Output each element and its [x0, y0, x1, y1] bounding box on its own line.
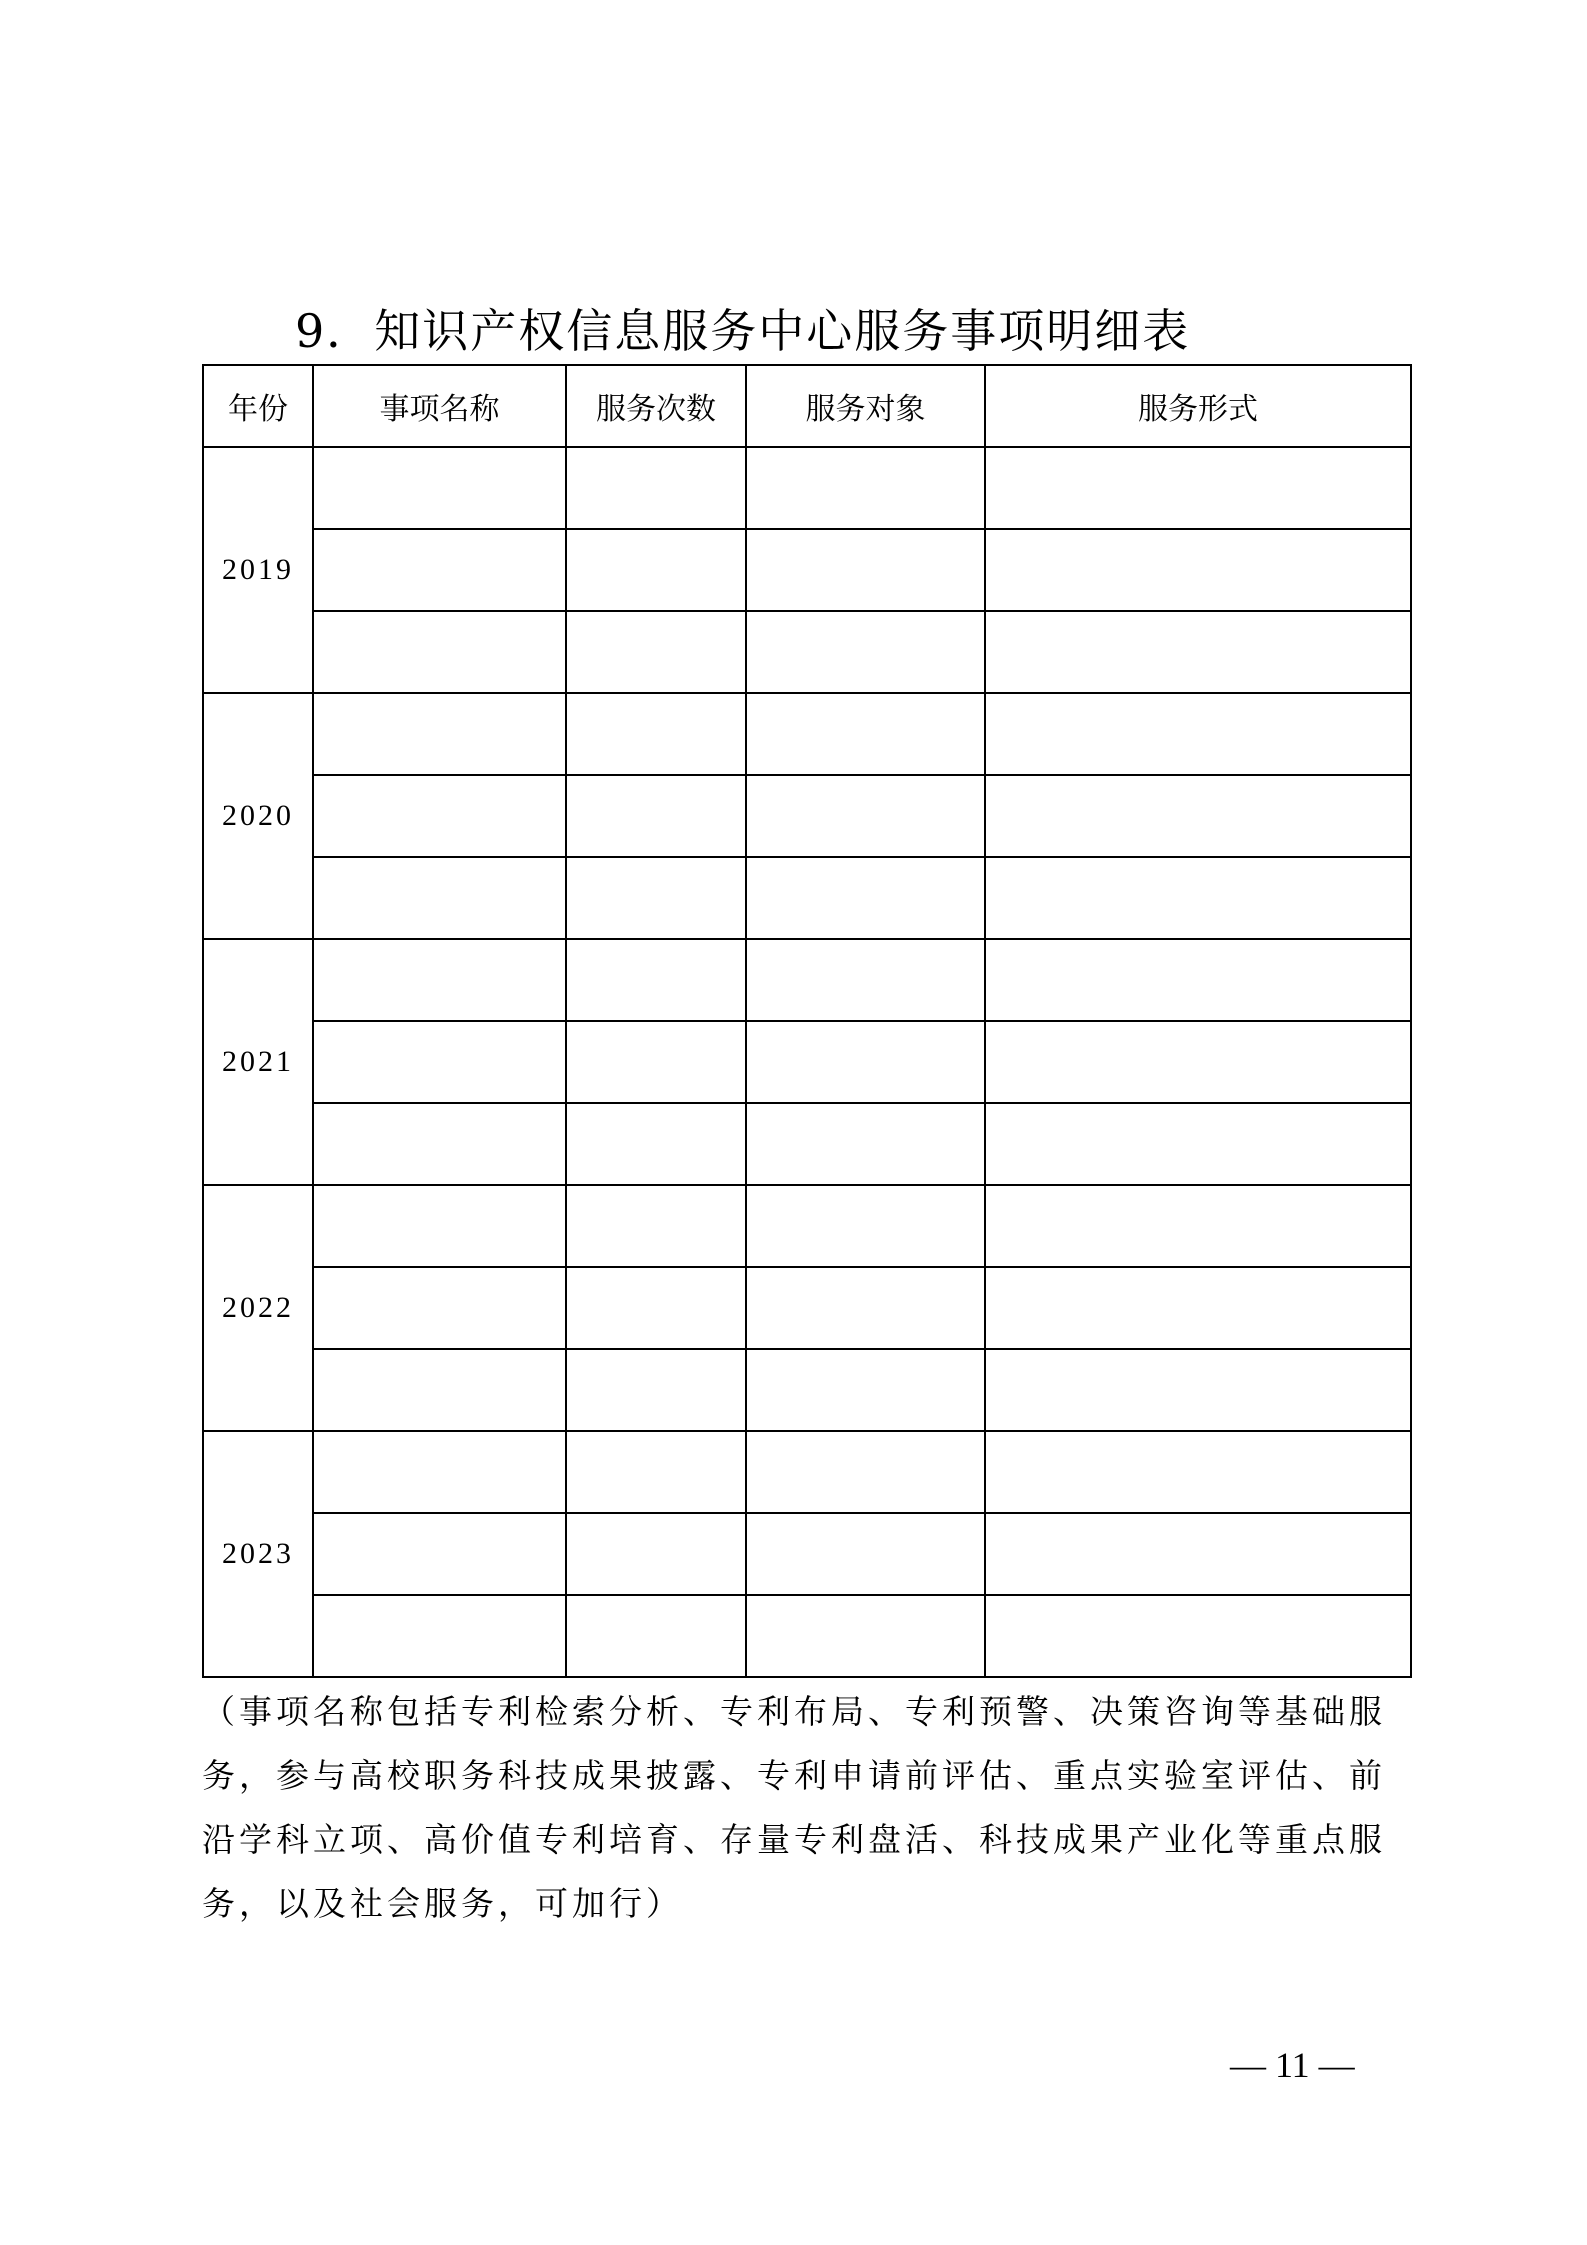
year-cell: 2020	[203, 693, 313, 939]
service-target-cell	[746, 939, 985, 1021]
service-form-cell	[985, 1513, 1411, 1595]
header-service-target: 服务对象	[746, 365, 985, 447]
item-name-cell	[313, 1513, 566, 1595]
table-row	[203, 529, 1411, 611]
table-row	[203, 693, 1411, 775]
table-row	[203, 611, 1411, 693]
service-form-cell	[985, 1349, 1411, 1431]
service-target-cell	[746, 1595, 985, 1677]
service-count-cell	[566, 1267, 746, 1349]
note-line: 务，以及社会服务，可加行）	[202, 1884, 683, 1923]
table-row	[203, 1349, 1411, 1431]
item-name-cell	[313, 1103, 566, 1185]
service-target-cell	[746, 1021, 985, 1103]
table-row	[203, 1513, 1411, 1595]
service-count-cell	[566, 693, 746, 775]
item-name-cell	[313, 1267, 566, 1349]
service-target-cell	[746, 447, 985, 529]
service-form-cell	[985, 1595, 1411, 1677]
service-target-cell	[746, 1431, 985, 1513]
item-name-cell	[313, 857, 566, 939]
service-count-cell	[566, 1349, 746, 1431]
year-cell: 2023	[203, 1431, 313, 1677]
service-target-cell	[746, 775, 985, 857]
service-count-cell	[566, 939, 746, 1021]
service-form-cell	[985, 693, 1411, 775]
item-name-cell	[313, 939, 566, 1021]
service-form-cell	[985, 775, 1411, 857]
note-line: （事项名称包括专利检索分析、专利布局、专利预警、决策咨询等基础服	[202, 1692, 1386, 1731]
service-target-cell	[746, 611, 985, 693]
page-number: — 11 —	[1230, 2045, 1355, 2085]
note-line: 务，参与高校职务科技成果披露、专利申请前评估、重点实验室评估、前	[202, 1756, 1386, 1795]
table-row	[203, 1103, 1411, 1185]
service-count-cell	[566, 447, 746, 529]
page-title: 9．知识产权信息服务中心服务事项明细表	[295, 304, 1191, 358]
service-count-cell	[566, 1431, 746, 1513]
year-cell: 2021	[203, 939, 313, 1185]
item-name-cell	[313, 1431, 566, 1513]
item-name-cell	[313, 447, 566, 529]
service-detail-table	[202, 364, 1412, 1678]
service-form-cell	[985, 939, 1411, 1021]
item-name-cell	[313, 1185, 566, 1267]
service-form-cell	[985, 1021, 1411, 1103]
item-name-cell	[313, 1349, 566, 1431]
table-header-row	[203, 365, 1411, 447]
service-target-cell	[746, 1349, 985, 1431]
table-row	[203, 447, 1411, 529]
service-form-cell	[985, 1431, 1411, 1513]
item-name-cell	[313, 1021, 566, 1103]
header-item-name: 事项名称	[313, 365, 566, 447]
service-form-cell	[985, 447, 1411, 529]
service-count-cell	[566, 775, 746, 857]
table-row	[203, 939, 1411, 1021]
item-name-cell	[313, 611, 566, 693]
service-form-cell	[985, 1185, 1411, 1267]
service-count-cell	[566, 857, 746, 939]
service-target-cell	[746, 1513, 985, 1595]
service-count-cell	[566, 1513, 746, 1595]
header-service-count: 服务次数	[566, 365, 746, 447]
table-row	[203, 1595, 1411, 1677]
service-count-cell	[566, 1595, 746, 1677]
table-row	[203, 1267, 1411, 1349]
service-count-cell	[566, 611, 746, 693]
item-name-cell	[313, 693, 566, 775]
service-count-cell	[566, 1103, 746, 1185]
item-name-cell	[313, 529, 566, 611]
table-row	[203, 1431, 1411, 1513]
service-target-cell	[746, 529, 985, 611]
service-target-cell	[746, 1185, 985, 1267]
service-target-cell	[746, 857, 985, 939]
service-count-cell	[566, 1185, 746, 1267]
item-name-cell	[313, 1595, 566, 1677]
service-form-cell	[985, 857, 1411, 939]
table-row	[203, 1021, 1411, 1103]
service-form-cell	[985, 529, 1411, 611]
table-row	[203, 775, 1411, 857]
service-count-cell	[566, 1021, 746, 1103]
table-row	[203, 857, 1411, 939]
table-row	[203, 1185, 1411, 1267]
year-cell: 2019	[203, 447, 313, 693]
service-target-cell	[746, 1267, 985, 1349]
service-target-cell	[746, 693, 985, 775]
service-form-cell	[985, 611, 1411, 693]
year-cell: 2022	[203, 1185, 313, 1431]
header-service-form: 服务形式	[985, 365, 1411, 447]
service-target-cell	[746, 1103, 985, 1185]
note-line: 沿学科立项、高价值专利培育、存量专利盘活、科技成果产业化等重点服	[202, 1820, 1386, 1859]
item-name-cell	[313, 775, 566, 857]
table-note	[202, 1680, 1410, 1936]
service-form-cell	[985, 1267, 1411, 1349]
service-count-cell	[566, 529, 746, 611]
header-year: 年份	[203, 365, 313, 447]
service-form-cell	[985, 1103, 1411, 1185]
